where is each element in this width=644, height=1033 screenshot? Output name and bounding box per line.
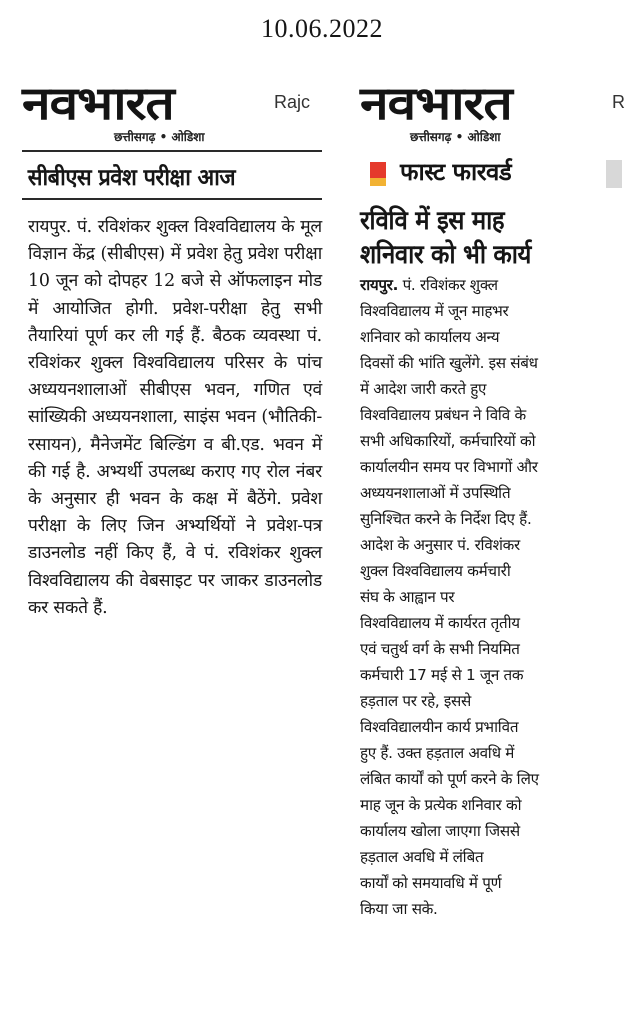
- body-line: आदेश के अनुसार पं. रविशंकर: [360, 536, 520, 554]
- dateline: रायपुर.: [360, 276, 399, 294]
- headline-line-1: रविवि में इस माह: [360, 206, 505, 236]
- body-line: कर्मचारी 17 मई से 1 जून तक: [360, 666, 524, 684]
- body-line: सुनिश्चित करने के निर्देश दिए हैं.: [360, 510, 532, 528]
- body-line: हड़ताल अवधि में लंबित: [360, 848, 484, 866]
- body-line: लंबित कार्यों को पूर्ण करने के लिए: [360, 770, 539, 788]
- body-line: हुए हैं. उक्त हड़ताल अवधि में: [360, 744, 515, 762]
- body-line: कार्यालय खोला जाएगा जिससे: [360, 822, 520, 840]
- body-line: कार्यों को समयावधि में पूर्ण: [360, 874, 502, 892]
- article-body: [360, 272, 644, 922]
- body-line: हड़ताल पर रहे, इससे: [360, 692, 471, 710]
- body-line: एवं चतुर्थ वर्ग के सभी नियमित: [360, 640, 520, 658]
- masthead: [22, 78, 322, 146]
- divider: [22, 198, 322, 200]
- body-line: किया जा सके.: [360, 900, 438, 918]
- newspaper-logo: नवभारत: [22, 76, 174, 130]
- left-news-clipping: [22, 78, 322, 622]
- article-headline: [360, 204, 621, 272]
- section-marker-accent-icon: [370, 178, 386, 186]
- edition-label: R: [612, 92, 625, 112]
- body-line: में आदेश जारी करते हुए: [360, 380, 487, 398]
- article-body: रायपुर. पं. रविशंकर शुक्ल विश्वविद्यालय के मूल विज्ञान केंद्र (सीबीएस) में प्रवेश हेतु प्रवेश परीक्षा 10 जून को दोपहर 12 बजे से ऑफलाइन मोड में आयोजित होगी. प्रवेश-परीक्षा हेतु सभी तैयारियां पूर्ण कर ली गई हैं. बैठक व्यवस्था पं. रविशंकर शुक्ल विश्वविद्यालय परिसर के पांच अध्ययनशालाओं सीबीएस भवन, गणित एवं सांख्यिकी अध्ययनशाला, साइंस भवन (भौतिकी-रसायन), मैनेजमेंट बिल्डिंग व बी.एड. भवन में की गई है. अभ्यर्थी उपलब्ध कराए गए रोल नंबर के अनुसार ही भवन के कक्ष में बैठेंगे. प्रवेश परीक्षा के लिए जिन अभ्यर्थियों ने प्रवेश-पत्र डाउनलोड नहीं किए हैं, वे पं. रविशंकर शुक्ल विश्वविद्यालय की वेबसाइट पर जाकर डाउनलोड कर सकते हैं.: [28, 217, 322, 618]
- divider: [22, 150, 322, 152]
- logo-subtitle: छत्तीसगढ़ • ओडिशा: [114, 130, 205, 144]
- body-line: पं. रविशंकर शुक्ल: [398, 276, 498, 294]
- body-line: शनिवार को कार्यालय अन्य: [360, 328, 500, 346]
- body-line: विश्वविद्यालय प्रबंधन ने विवि के: [360, 406, 526, 424]
- body-line: कार्यालयीन समय पर विभागों और: [360, 458, 538, 476]
- article-headline: सीबीएस प्रवेश परीक्षा आज: [27, 165, 236, 191]
- edition-label: Rajc: [274, 92, 311, 112]
- newspaper-logo: नवभारत: [360, 76, 512, 130]
- body-line: विश्वविद्यालय में जून माहभर: [360, 302, 509, 320]
- section-marker-icon: [370, 162, 386, 178]
- body-line: विश्वविद्यालय में कार्यरत तृतीय: [360, 614, 520, 632]
- body-line: सभी अधिकारियों, कर्मचारियों को: [360, 432, 536, 450]
- section-banner: [360, 156, 644, 192]
- clipping-date: 10.06.2022: [261, 14, 383, 43]
- headline-line-2: शनिवार को भी कार्य: [360, 240, 531, 270]
- right-news-clipping: [360, 78, 644, 922]
- body-line: दिवसों की भांति खुलेंगे. इस संबंध: [360, 354, 538, 372]
- body-line: माह जून के प्रत्येक शनिवार को: [360, 796, 522, 814]
- masthead: [360, 78, 644, 146]
- logo-subtitle: छत्तीसगढ़ • ओडिशा: [410, 130, 501, 144]
- body-line: अध्ययनशालाओं में उपस्थिति: [360, 484, 511, 502]
- body-line: विश्वविद्यालयीन कार्य प्रभावित: [360, 718, 519, 736]
- body-line: संघ के आह्वान पर: [360, 588, 455, 606]
- section-title: फास्ट फारवर्ड: [400, 158, 512, 186]
- section-tail-block: [606, 160, 622, 188]
- body-line: शुक्ल विश्वविद्यालय कर्मचारी: [360, 562, 511, 580]
